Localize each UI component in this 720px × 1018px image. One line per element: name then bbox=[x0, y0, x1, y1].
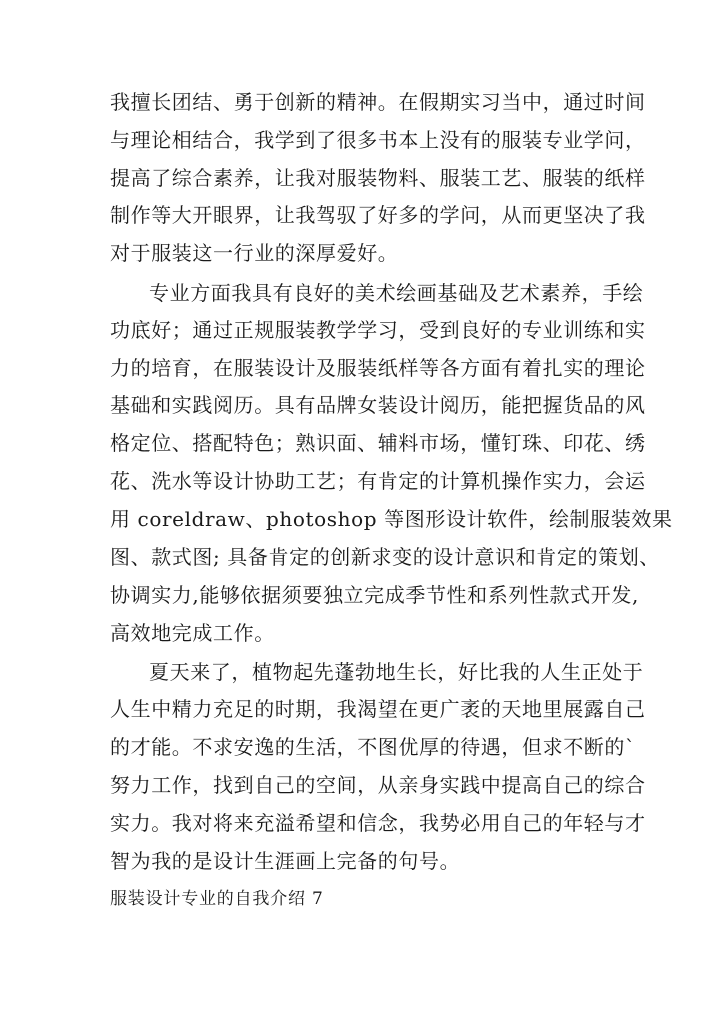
paragraph-1-line-4: 制作等大开眼界，让我驾驭了好多的学问，从而更坚决了我 bbox=[110, 203, 646, 227]
paragraph-1-line-1: 我擅长团结、勇于创新的精神。在假期实习当中，通过时间 bbox=[110, 90, 646, 114]
paragraph-2-line-1: 专业方面我具有良好的美术绘画基础及艺术素养，手绘 bbox=[149, 281, 644, 305]
paragraph-2-line-8: 图、款式图; 具备肯定的创新求变的设计意识和肯定的策划、 bbox=[110, 545, 660, 569]
paragraph-2-line-10: 高效地完成工作。 bbox=[110, 621, 275, 645]
paragraph-3-line-2: 人生中精力充足的时期，我渴望在更广袤的天地里展露自己 bbox=[110, 697, 646, 721]
paragraph-2-line-5: 格定位、搭配特色；熟识面、辅料市场，懂钉珠、印花、绣 bbox=[110, 431, 646, 455]
paragraph-1-line-2: 与理论相结合，我学到了很多书本上没有的服装专业学问， bbox=[110, 128, 646, 152]
paragraph-1-line-5: 对于服装这一行业的深厚爱好。 bbox=[110, 241, 399, 265]
paragraph-3-line-4: 努力工作，找到自己的空间，从亲身实践中提高自己的综合 bbox=[110, 773, 646, 797]
section-heading: 服装设计专业的自我介绍 7 bbox=[110, 889, 324, 909]
paragraph-2-line-6: 花、洗水等设计协助工艺；有肯定的计算机操作实力，会运 bbox=[110, 469, 646, 493]
paragraph-2-line-4: 基础和实践阅历。具有品牌女装设计阅历，能把握货品的风 bbox=[110, 393, 646, 417]
paragraph-2-line-7: 用 coreldraw、photoshop 等图形设计软件，绘制服装效果 bbox=[110, 507, 673, 531]
paragraph-2-line-2: 功底好；通过正规服装教学学习，受到良好的专业训练和实 bbox=[110, 318, 646, 342]
paragraph-3-line-1: 夏天来了，植物起先蓬勃地生长，好比我的人生正处于 bbox=[149, 660, 644, 684]
paragraph-3-line-6: 智为我的是设计生涯画上完备的句号。 bbox=[110, 849, 461, 873]
paragraph-3-line-5: 实力。我对将来充溢希望和信念，我势必用自己的年轻与才 bbox=[110, 811, 646, 835]
paragraph-1-line-3: 提高了综合素养，让我对服装物料、服装工艺、服装的纸样 bbox=[110, 166, 646, 190]
paragraph-3-line-3: 的才能。不求安逸的生活，不图优厚的待遇，但求不断的` bbox=[110, 735, 636, 759]
paragraph-2-line-9: 协调实力,能够依据须要独立完成季节性和系列性款式开发, bbox=[110, 583, 639, 607]
paragraph-2-line-3: 力的培育，在服装设计及服装纸样等各方面有着扎实的理论 bbox=[110, 356, 646, 380]
